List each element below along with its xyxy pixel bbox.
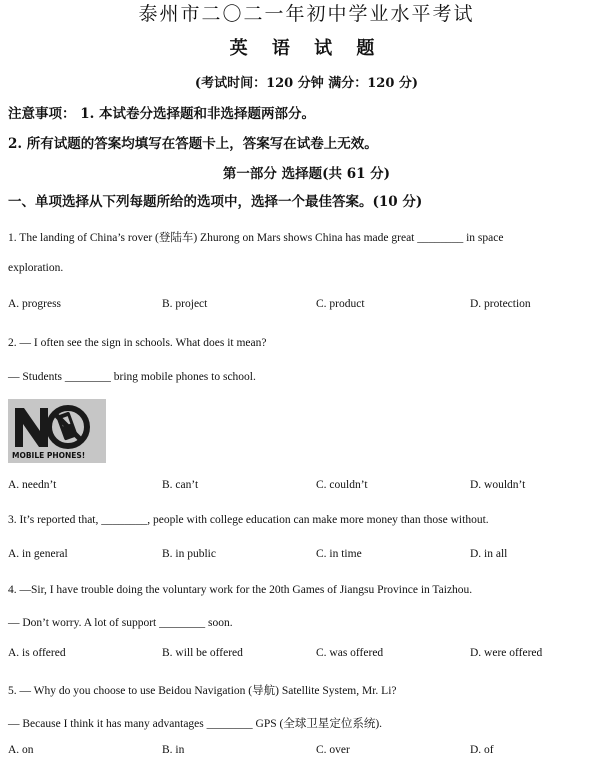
no-mobile-phones-sign bbox=[8, 399, 106, 463]
question-4-line-2: — Don’t worry. A lot of support ________ soon. bbox=[8, 617, 233, 629]
q4-option-b: B. will be offered bbox=[162, 647, 243, 659]
question-3-line-1: 3. It’s reported that, ________, people with college education can make more money than those without. bbox=[8, 514, 489, 526]
q2-option-a: A. needn’t bbox=[8, 479, 57, 491]
exam-subtitle: 英 语 试 题 bbox=[229, 38, 384, 59]
q3-option-b: B. in public bbox=[162, 548, 216, 560]
question-5-line-1: 5. — Why do you choose to use Beidou Navigation (导航) Satellite System, Mr. Li? bbox=[8, 685, 397, 697]
section-heading: 一、单项选择从下列每题所给的选项中，选择一个最佳答案。(10 分) bbox=[8, 194, 423, 210]
q5-option-b: B. in bbox=[162, 744, 185, 756]
question-2-line-1: 2. — I often see the sign in schools. What does it mean? bbox=[8, 337, 267, 349]
q3-option-d: D. in all bbox=[470, 548, 508, 560]
notes-line-2: 2. 所有试题的答案均填写在答题卡上，答案写在试卷上无效。 bbox=[8, 136, 378, 152]
q2-option-b: B. can’t bbox=[162, 479, 199, 491]
q1-option-b: B. project bbox=[162, 298, 208, 310]
q3-option-a: A. in general bbox=[8, 548, 68, 560]
notes-line-1: 注意事项： 1. 本试卷分选择题和非选择题两部分。 bbox=[8, 106, 315, 122]
q2-option-d: D. wouldn’t bbox=[470, 479, 526, 491]
q1-option-d: D. protection bbox=[470, 298, 531, 310]
exam-info: (考试时间：120 分钟 满分：120 分) bbox=[194, 76, 419, 91]
sign-caption: MOBILE PHONES! bbox=[12, 451, 86, 460]
q3-option-c: C. in time bbox=[316, 548, 362, 560]
q5-option-a: A. on bbox=[8, 744, 34, 756]
q4-option-a: A. is offered bbox=[8, 647, 66, 659]
question-4-line-1: 4. —Sir, I have trouble doing the voluntary work for the 20th Games of Jiangsu Province in Taizhou. bbox=[8, 584, 473, 596]
question-2-line-2: — Students ________ bring mobile phones to school. bbox=[8, 371, 256, 383]
q1-option-a: A. progress bbox=[8, 298, 62, 310]
question-1-line-2: exploration. bbox=[8, 262, 64, 274]
q4-option-c: C. was offered bbox=[316, 647, 384, 659]
q1-option-c: C. product bbox=[316, 298, 365, 310]
exam-title: 泰州市二〇二一年初中学业水平考试 bbox=[138, 3, 475, 25]
q2-option-c: C. couldn’t bbox=[316, 479, 368, 491]
question-5-line-2: — Because I think it has many advantages ________ GPS (全球卫星定位系统). bbox=[8, 718, 383, 730]
q4-option-d: D. were offered bbox=[470, 647, 543, 659]
question-1-line-1: 1. The landing of China’s rover (登陆车) Zhurong on Mars shows China has made great ________ in space bbox=[8, 232, 504, 244]
q5-option-d: D. of bbox=[470, 744, 494, 756]
q5-option-c: C. over bbox=[316, 744, 350, 756]
part1-heading: 第一部分 选择题(共 61 分) bbox=[222, 166, 391, 182]
